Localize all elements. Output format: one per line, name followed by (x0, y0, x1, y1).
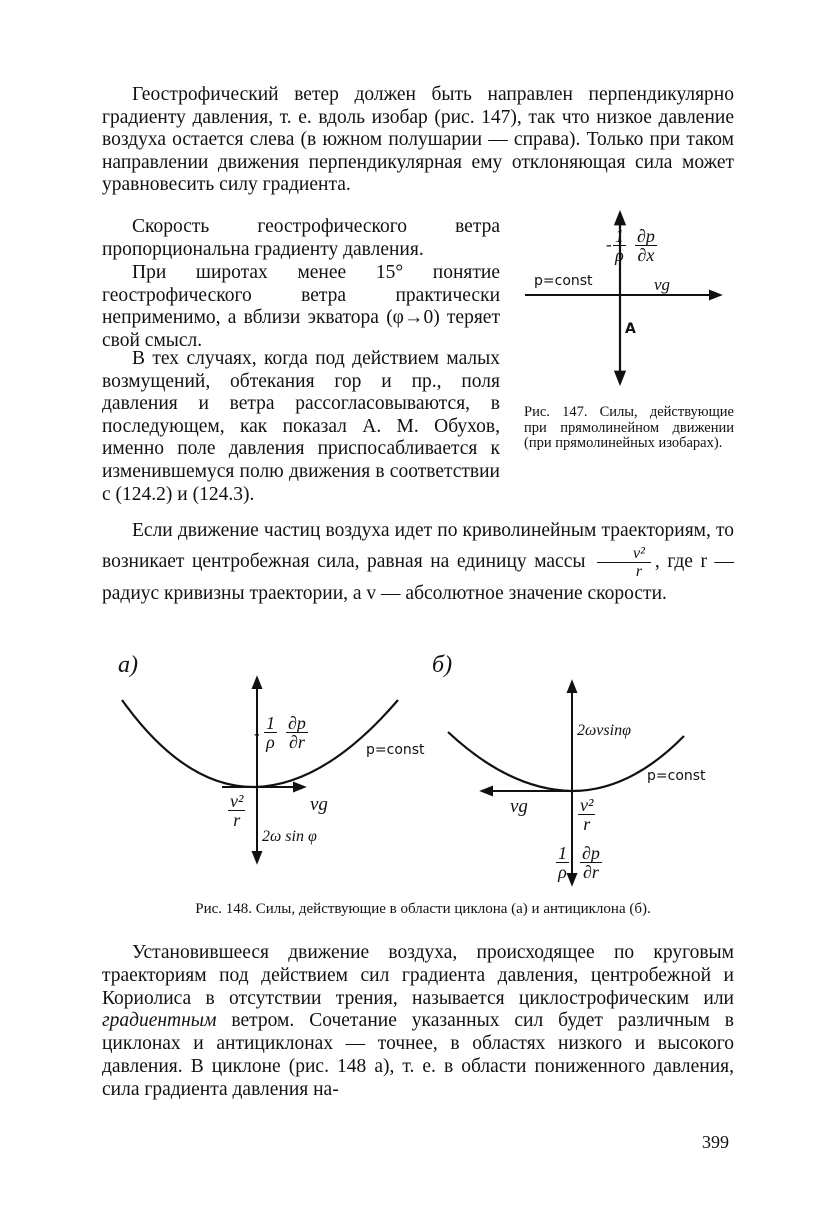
paragraph-cyclostrophic (102, 942, 734, 1102)
paragraph-geostrophic-speed: Скорость геострофического ветра пропорциональна градиенту давления. (102, 216, 500, 260)
anticyclone-velocity-label: vg (510, 796, 528, 817)
cyclone-velocity-label: vg (310, 794, 328, 815)
paragraph-geostrophic-direction: Геострофический ветер должен быть направлен перпендикулярно градиенту давления, т. е. вдоль изобар (рис. 147), так что низкое давление воздуха остается слева (в южном полушарии — справа). Только при таком направлении движения перпендикулярная ему отклоняющая сила может уравновесить силу градиента. (102, 84, 734, 196)
cyclone-grad-minus: - (254, 724, 260, 743)
cyclone-isobar-label: p=const (366, 742, 425, 758)
cyclone-grad-deriv: $\frac{\partial p}{\partial r}$ (288, 713, 306, 752)
anticyclone-grad-coef: $\frac{1}{\rho}$ (558, 843, 567, 882)
deflecting-force-label: A (625, 321, 636, 337)
cyclone-coriolis-label: 2ω sin φ (262, 828, 317, 845)
anticyclone-grad-deriv: $\frac{\partial p}{\partial r}$ (582, 843, 600, 882)
paragraph-obukhov: В тех случаях, когда под действием малых возмущений, обтекания гор и пр., поля давления и ветра рассогласовываются, в последующем, как показал А. М. Обухов, именно поле давления приспосабливается к изменившемуся полю движения в соответствии с (124.2) и (124.3). (102, 348, 500, 505)
grad-minus: - (606, 235, 612, 254)
figure-147-caption: Рис. 147. Силы, действующие при прямолинейном движении (при прямолинейных изобарах). (524, 404, 734, 451)
centrifugal-text-b: , где r — радиус кривизны траектории, а v — абсолютное значение скорости. (102, 550, 735, 604)
anticyclone-centrifugal-frac: $\frac{\text{v²}}{r}$ (580, 795, 594, 834)
cyclone-isobar-curve (122, 700, 398, 787)
figure-148a-label: а) (118, 652, 138, 678)
paragraph-low-latitudes: При широтах менее 15° понятие геострофического ветра практически неприменимо, а вблизи экватора (φ→0) теряет свой смысл. (102, 262, 500, 351)
cyclostrophic-text-a: Установившееся движение воздуха, происходящее по круговым траекториям под действием сил градиента давления, центробежной и Кориолиса в отсутствии трения, называется циклострофическим или (102, 942, 734, 1009)
page-number: 399 (702, 1132, 729, 1152)
paragraph-centrifugal (102, 517, 734, 608)
grad-coef-frac: $\frac{1}{\rho}$ (615, 226, 624, 265)
figure-148-caption: Рис. 148. Силы, действующие в области циклона (а) и антициклона (б). (195, 901, 651, 917)
centrifugal-text-a: Если движение частиц воздуха идет по криволинейным траекториям, то возникает центробежная сила, равная на единицу массы (102, 520, 734, 572)
figure-148b-label: б) (432, 652, 453, 678)
figure-148 (110, 670, 740, 895)
cyclone-centrifugal-frac: $\frac{\text{v²}}{r}$ (230, 791, 244, 830)
cyclostrophic-text-b: ветром. Сочетание указанных сил будет различным в циклонах и антициклонах — точнее, в областях низкого и высокого давления. В циклоне (рис. 148 а), т. е. в области пониженного давления, сила градиента давления на- (102, 1010, 734, 1100)
cyclone-grad-coef: $\frac{1}{\rho}$ (266, 713, 275, 752)
anticyclone-isobar-label: p=const (647, 768, 706, 784)
velocity-label: vg (654, 275, 671, 294)
grad-deriv-frac: $\frac{\partial p}{\partial x}$ (637, 226, 655, 265)
isobar-label: p=const (534, 273, 593, 289)
figure-147 (520, 205, 730, 395)
cyclostrophic-emphasis: градиентным (102, 1010, 217, 1032)
centrifugal-fraction: $\frac{\text{v²}}{r}$ (597, 545, 651, 580)
figure-148-diagram (110, 670, 740, 895)
anticyclone-coriolis-label: 2ωvsinφ (577, 722, 631, 739)
